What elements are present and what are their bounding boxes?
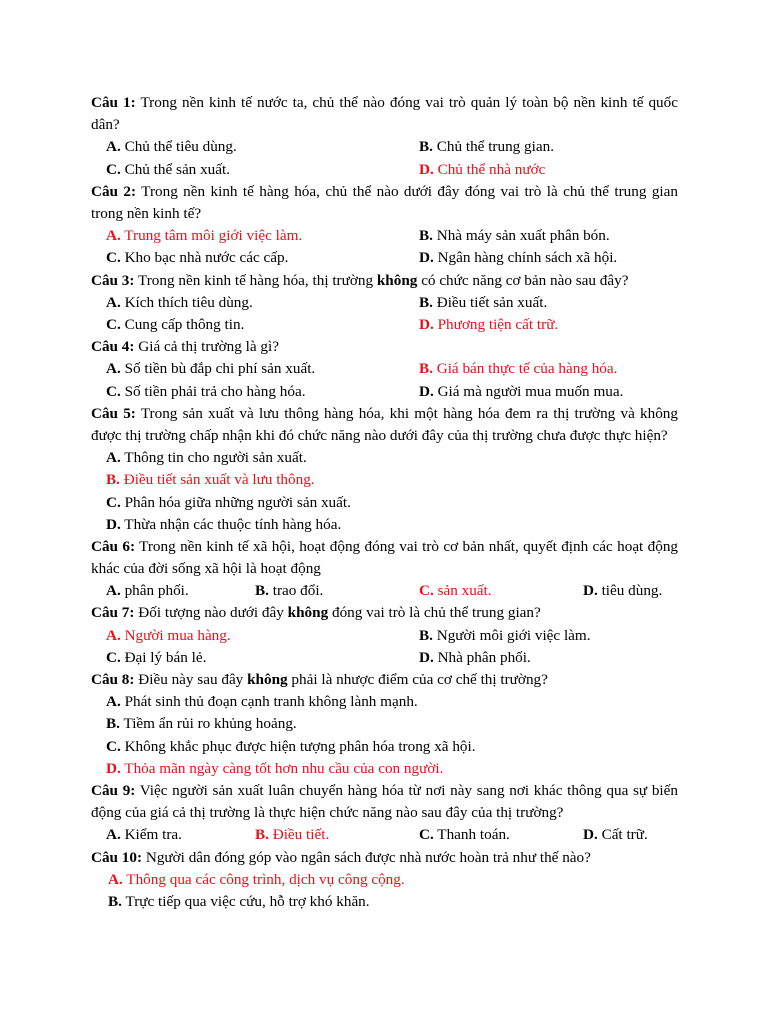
question-label: Câu 5:	[91, 404, 136, 422]
option-c: C. Đại lý bán lẻ.	[106, 648, 207, 666]
option-b: B. Điều tiết sản xuất.	[419, 293, 548, 311]
option-d: D. Thừa nhận các thuộc tính hàng hóa.	[106, 515, 342, 533]
option-d-correct: D. Chủ thể nhà nước	[419, 160, 546, 178]
option-a: A. Chủ thể tiêu dùng.	[106, 138, 237, 156]
question-text: Trong nền kinh tế nước ta, chủ thể nào đóng vai trò quản lý toàn bộ nền kinh tế quốc dân?	[91, 94, 678, 134]
option-c: C. Chủ thể sản xuất.	[106, 160, 231, 178]
option-b: B. trao đổi.	[255, 582, 324, 600]
option-b: B. Người môi giới việc làm.	[419, 626, 591, 644]
option-b: B. Nhà máy sản xuất phân bón.	[419, 227, 610, 245]
option-b-correct: B. Điều tiết.	[255, 826, 330, 844]
option-b: B. Tiềm ẩn rủi ro khủng hoảng.	[106, 715, 297, 733]
question-8: Câu 8: Điều này sau đây không phải là nhược điểm của cơ chế thị trường?	[91, 671, 548, 689]
question-3: Câu 3: Trong nền kinh tế hàng hóa, thị trường không có chức năng cơ bản nào sau đây?	[91, 271, 629, 289]
question-9	[91, 780, 678, 824]
option-d-correct: D. Thỏa mãn ngày càng tốt hơn nhu cầu của con người.	[106, 759, 444, 777]
option-row	[91, 247, 678, 269]
question-label: Câu 1:	[91, 94, 136, 111]
question-list	[91, 92, 678, 913]
question-text: Giá cả thị trường là gì?	[138, 338, 279, 356]
option-row	[91, 580, 678, 602]
option-c: C. Phân hóa giữa những người sản xuất.	[106, 493, 351, 511]
option-c: C. Thanh toán.	[419, 826, 510, 844]
option-c: C. Không khắc phục được hiện tượng phân hóa trong xã hội.	[106, 737, 476, 755]
question-text: Trong nền kinh tế hàng hóa, chủ thể nào dưới đây đóng vai trò là chủ thể trung gian trong nền kinh tế?	[91, 182, 678, 222]
question-label: Câu 9:	[91, 782, 136, 799]
question-label: Câu 3:	[91, 271, 135, 289]
option-a: A. phân phối.	[106, 582, 189, 600]
option-d: D. Nhà phân phối.	[419, 648, 531, 666]
option-d: D. Cất trữ.	[583, 826, 648, 844]
option-row	[91, 625, 678, 647]
option-a-correct: A. Thông qua các công trình, dịch vụ công cộng.	[108, 870, 405, 888]
option-a-correct: A. Trung tâm môi giới việc làm.	[106, 227, 303, 245]
option-b-correct: B. Điều tiết sản xuất và lưu thông.	[106, 471, 315, 489]
question-label: Câu 10:	[91, 848, 143, 866]
question-text: Việc người sản xuất luân chuyển hàng hóa từ nơi này sang nơi khác thông qua sự biến động của giá cả thị trường là thực hiện chức năng nào sau đây của thị trường?	[91, 782, 678, 822]
option-row	[91, 159, 678, 181]
option-b-correct: B. Giá bán thực tế của hàng hóa.	[419, 360, 618, 378]
option-a: A. Số tiền bù đắp chi phí sản xuất.	[106, 360, 316, 378]
option-row	[91, 824, 678, 846]
emphasis-word: không	[247, 671, 288, 689]
emphasis-word: không	[376, 271, 418, 289]
option-row	[91, 358, 678, 380]
option-a: A. Thông tin cho người sản xuất.	[106, 449, 307, 467]
question-6	[91, 536, 678, 580]
option-c: C. Cung cấp thông tin.	[106, 315, 245, 333]
question-7: Câu 7: Đối tượng nào dưới đây không đóng vai trò là chủ thể trung gian?	[91, 604, 541, 622]
question-label: Câu 4:	[91, 338, 135, 356]
question-10	[91, 847, 678, 869]
option-row	[91, 292, 678, 314]
question-label: Câu 2:	[91, 182, 137, 200]
option-row	[91, 381, 678, 403]
option-a: A. Kích thích tiêu dùng.	[106, 293, 253, 311]
question-text: Trong nền kinh tế xã hội, hoạt động đóng vai trò cơ bản nhất, quyết định các hoạt động khác của đời sống xã hội là hoạt động	[91, 537, 679, 578]
question-2	[91, 181, 678, 225]
option-row	[91, 647, 678, 669]
option-c: C. Số tiền phải trả cho hàng hóa.	[106, 382, 306, 400]
option-b: B. Trực tiếp qua việc cứu, hỗ trợ khó khăn.	[108, 892, 370, 910]
question-text: Trong sản xuất và lưu thông hàng hóa, khi một hàng hóa đem ra thị trường và không được thị trường chấp nhận khi đó chức năng nào dưới đây của thị trường chưa được thực hiện?	[91, 404, 678, 444]
option-b: B. Chủ thể trung gian.	[419, 138, 554, 156]
option-d: D. Giá mà người mua muốn mua.	[419, 382, 624, 400]
option-row	[91, 225, 678, 247]
option-a: A. Phát sinh thủ đoạn cạnh tranh không lành mạnh.	[106, 693, 418, 711]
option-row	[91, 136, 678, 158]
option-a: A. Kiểm tra.	[106, 826, 182, 844]
question-text: Người dân đóng góp vào ngân sách được nhà nước hoàn trả như thế nào?	[145, 848, 591, 866]
option-d-correct: D. Phương tiện cất trữ.	[419, 315, 559, 333]
option-row	[91, 314, 678, 336]
option-d: D. tiêu dùng.	[583, 582, 663, 600]
question-label: Câu 7:	[91, 604, 135, 622]
question-label: Câu 6:	[91, 537, 136, 555]
option-c-correct: C. sản xuất.	[419, 582, 492, 600]
option-d: D. Ngân hàng chính sách xã hội.	[419, 249, 618, 267]
option-a-correct: A. Người mua hàng.	[106, 626, 231, 644]
question-5	[91, 403, 678, 447]
option-c: C. Kho bạc nhà nước các cấp.	[106, 249, 289, 267]
question-4	[91, 336, 678, 358]
emphasis-word: không	[287, 604, 329, 622]
question-label: Câu 8:	[91, 671, 135, 689]
question-1	[91, 92, 678, 136]
